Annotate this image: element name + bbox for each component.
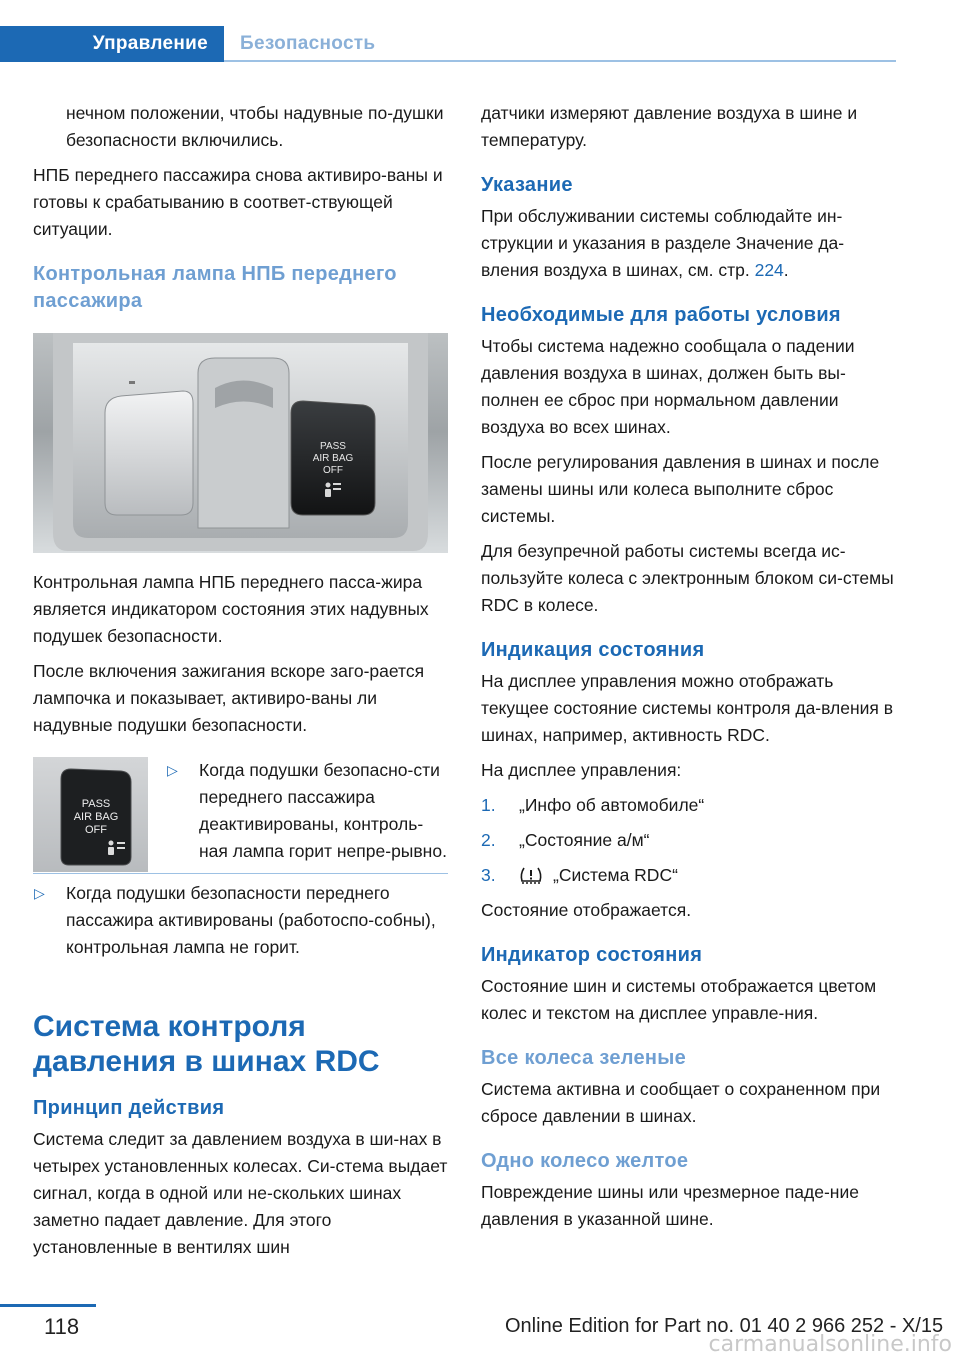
bullet-text: Когда подушки безопасности переднего пассажира активированы (работоспо-собны), контрольная лампа не горит. [66, 883, 436, 957]
bullet-list-activated [33, 873, 448, 961]
note-end: . [783, 260, 789, 280]
heading-passenger-airbag-lamp: Контрольная лампа НПБ переднего пассажира [33, 263, 397, 312]
paragraph-note [481, 203, 901, 284]
page-number: 118 [44, 1314, 80, 1339]
step-number: 3. [481, 865, 496, 885]
paragraph: После включения зажигания вскоре заго-рается лампочка и показывает, активиро-ваны ли надувные подушки безопасности. [33, 661, 425, 735]
thumb-airbag-label: AIR BAG [73, 811, 119, 823]
footer-divider [0, 1304, 96, 1307]
tab-safety[interactable]: Безопасность [240, 33, 376, 54]
paragraph: Состояние шин и системы отображается цветом колес и текстом на дисплее управле-ния. [481, 976, 877, 1023]
paragraph: Контрольная лампа НПБ переднего пасса-жира является индикатором состояния этих надувных подушек безопасности. [33, 572, 429, 646]
header-divider [224, 60, 896, 62]
list-item [481, 792, 901, 819]
paragraph: Система активна и сообщает о сохраненном при сбросе давлении в шинах. [481, 1079, 881, 1126]
online-edition-label: Online Edition for Part no. 01 40 2 966 252 - X/15 [505, 1315, 944, 1337]
paragraph: датчики измеряют давление воздуха в шине и температуру. [481, 103, 858, 150]
status-bullets-with-thumbnail [33, 757, 448, 873]
right-column [481, 100, 901, 1241]
paragraph: Повреждение шины или чрезмерное паде-ние давления в указанной шине. [481, 1182, 859, 1229]
tire-pressure-warning-icon [519, 866, 543, 886]
step-text: „Состояние а/м“ [519, 830, 650, 850]
bullet-list-deactivated [166, 757, 448, 873]
tab-control[interactable]: Управление [0, 26, 224, 62]
step-number: 1. [481, 795, 496, 815]
paragraph: На дисплее управления: [481, 760, 682, 780]
triangle-bullet-icon: ▷ [34, 885, 45, 901]
heading-rdc-system: Система контроля давления в шинах RDC [33, 1010, 380, 1078]
airbag-off-button-illustration [33, 757, 148, 872]
paragraph: НПБ переднего пассажира снова активиро-ваны и готовы к срабатыванию в соответ-ствующей ситуации. [33, 165, 443, 239]
heading-all-wheels-green: Все колеса зеленые [481, 1047, 687, 1069]
bullet-text: Когда подушки безопасно-сти переднего пассажира деактивированы, контроль-ная лампа горит непре-рывно. [199, 760, 447, 861]
note-text: При обслуживании системы соблюдайте ин-струкции и указания в разделе Значение да-вления воздуха в шинах, см. стр. [481, 206, 845, 280]
paragraph: Состояние отображается. [481, 900, 692, 920]
list-item [481, 862, 901, 889]
photo-pass-label: PASS [320, 441, 346, 452]
thumb-pass-label: PASS [81, 798, 111, 810]
photo-airbag-label: AIR BAG [312, 453, 354, 464]
paragraph: нечном положении, чтобы надувные по-душки безопасности включились. [66, 103, 444, 150]
heading-status-indicator: Индикатор состояния [481, 944, 703, 966]
step-text: „Система RDC“ [553, 865, 678, 885]
airbag-switch-photo [33, 333, 448, 553]
airbag-panel-illustration [33, 333, 448, 553]
list-item [166, 757, 448, 865]
triangle-bullet-icon: ▷ [167, 762, 178, 778]
page-header [0, 0, 960, 64]
watermark-text: carmanualsonline.info [708, 1332, 952, 1357]
heading-note: Указание [481, 174, 573, 196]
paragraph: Для безупречной работы системы всегда ис-пользуйте колеса с электронным блоком си-стемы RDC в колесе. [481, 541, 894, 615]
airbag-off-button-thumbnail [33, 757, 148, 872]
photo-off-label: OFF [323, 465, 343, 476]
paragraph: После регулирования давления в шинах и после замены шины или колеса выполните сброс системы. [481, 452, 880, 526]
menu-steps-list [481, 792, 901, 889]
paragraph: Система следит за давлением воздуха в ши-нах в четырех установленных колесах. Си-стема выдает сигнал, когда в одной или не-скольких шинах заметно падает давление. Для этого установленные в вентилях шин [33, 1129, 448, 1257]
heading-one-wheel-yellow: Одно колесо желтое [481, 1150, 689, 1172]
paragraph: Чтобы система надежно сообщала о падении давления воздуха в шинах, должен быть вы-полнен ее сброс при нормальном давлении воздуха во всех шинах. [481, 336, 855, 437]
list-item [33, 873, 448, 961]
heading-status-display: Индикация состояния [481, 639, 705, 661]
heading-principle: Принцип действия [33, 1097, 225, 1119]
page-reference-link[interactable]: 224 [754, 260, 784, 280]
heading-conditions: Необходимые для работы условия [481, 304, 841, 326]
list-item [481, 827, 901, 854]
step-number: 2. [481, 830, 496, 850]
paragraph: На дисплее управления можно отображать текущее состояние системы контроля да-вления в шинах, например, активность RDC. [481, 671, 894, 745]
left-column [33, 100, 448, 1269]
step-text: „Инфо об автомобиле“ [519, 795, 705, 815]
thumb-off-label: OFF [85, 824, 107, 836]
